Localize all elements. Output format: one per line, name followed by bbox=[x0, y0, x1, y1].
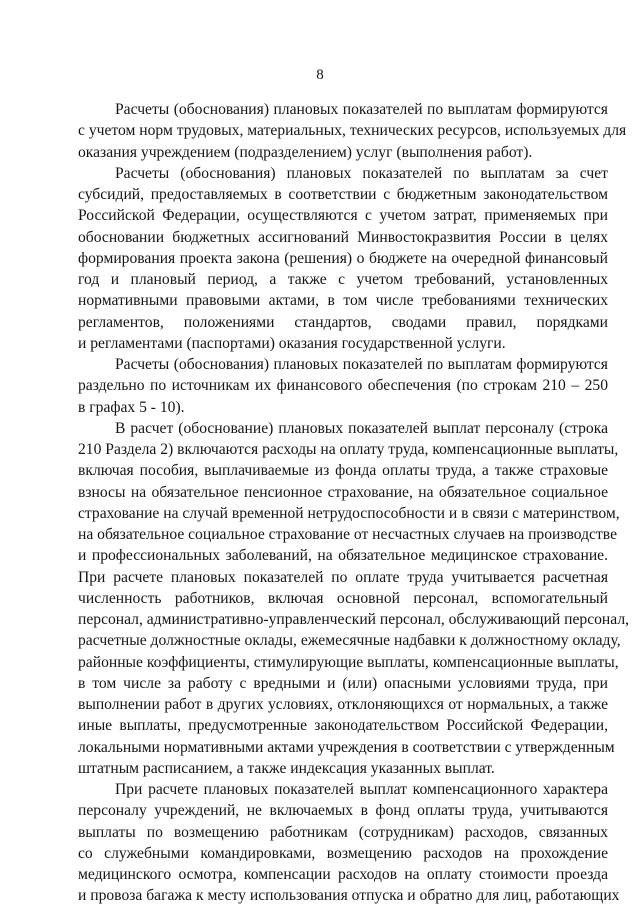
text-line: 210 Раздела 2) включаются расходы на оплату труда, компенсационные выплаты, bbox=[78, 441, 619, 458]
text-line: раздельно по источникам их финансового обеспечения (по строкам 210 – 250 bbox=[78, 377, 608, 395]
text-line: со служебными командировками, возмещению расходов на прохождение bbox=[78, 844, 608, 862]
paragraph bbox=[78, 163, 608, 354]
text-line: регламентов, положениями стандартов, сводами правил, порядками bbox=[78, 313, 608, 331]
text-line: страхование на случай временной нетрудоспособности и в связи с материнством, bbox=[78, 504, 620, 522]
text-line: на обязательное социальное страхование от несчастных случаев на производстве bbox=[78, 526, 617, 543]
text-line: взносы на обязательное пенсионное страхование, на обязательное социальное bbox=[78, 483, 608, 501]
text-line: персоналу учреждений, не включаемых в фонд оплаты труда, учитываются bbox=[78, 802, 608, 820]
text-line: обосновании бюджетных ассигнований Минвостокразвития России в целях bbox=[78, 228, 608, 246]
text-line: медицинского осмотра, компенсации расходов на оплату стоимости проезда bbox=[78, 866, 608, 883]
text-line: субсидий, предоставляемых в соответствии с бюджетным законодательством bbox=[78, 186, 608, 203]
paragraph bbox=[78, 99, 627, 163]
text-line: включая пособия, выплачиваемые из фонда оплаты труда, а также страховые bbox=[78, 462, 608, 480]
text-line: численность работников, включая основной персонал, вспомогательный bbox=[78, 589, 608, 607]
text-line: При расчете плановых показателей по оплате труда учитывается расчетная bbox=[78, 568, 608, 586]
document-body bbox=[78, 99, 630, 907]
paragraph bbox=[78, 779, 620, 907]
text-line: выполнении работ в других условиях, отклоняющихся от нормальных, а также bbox=[78, 696, 608, 713]
paragraph bbox=[78, 354, 608, 418]
text-line: и провоза багажа к месту использования отпуска и обратно для лиц, работающих bbox=[78, 887, 620, 905]
text-line: Расчеты (обоснования) плановых показателей по выплатам формируются bbox=[115, 101, 608, 118]
text-line: выплаты по возмещению работникам (сотрудникам) расходов, связанных bbox=[78, 823, 608, 841]
text-line: штатным расписанием, а также индексация указанных выплат. bbox=[78, 759, 495, 777]
page-number: 8 bbox=[316, 67, 324, 83]
text-line: и профессиональных заболеваний, на обязательное медицинское страхование. bbox=[78, 547, 608, 565]
text-line: год и плановый период, а также с учетом требований, установленных bbox=[78, 271, 608, 288]
text-line: Расчеты (обоснования) плановых показателей по выплатам формируются bbox=[115, 356, 608, 373]
text-line: нормативными правовыми актами, в том числе требованиями технических bbox=[78, 292, 608, 310]
text-line: расчетные должностные оклады, ежемесячные надбавки к должностному окладу, bbox=[78, 632, 621, 650]
text-line: районные коэффициенты, стимулирующие выплаты, компенсационные выплаты, bbox=[78, 653, 619, 671]
text-line: формирования проекта закона (решения) о бюджете на очередной финансовый bbox=[78, 249, 608, 267]
text-line: В расчет (обоснование) плановых показателей выплат персоналу (строка bbox=[115, 419, 608, 437]
text-line: иные выплаты, предусмотренные законодательством Российской Федерации, bbox=[78, 717, 608, 735]
text-line: с учетом норм трудовых, материальных, технических ресурсов, используемых для bbox=[78, 122, 627, 140]
text-line: в том числе за работу с вредными и (или) опасными условиями труда, при bbox=[78, 674, 608, 692]
text-line: и регламентами (паспортами) оказания государственной услуги. bbox=[78, 334, 506, 352]
text-line: в графах 5 - 10). bbox=[78, 398, 185, 416]
text-line: локальными нормативными актами учреждения в соответствии с утвержденным bbox=[78, 738, 615, 756]
text-line: оказания учреждением (подразделением) услуг (выполнения работ). bbox=[78, 143, 533, 161]
text-line: персонал, административно-управленческий персонал, обслуживающий персонал, bbox=[78, 611, 630, 628]
text-line: При расчете плановых показателей выплат компенсационного характера bbox=[115, 781, 608, 798]
paragraph bbox=[78, 418, 630, 779]
text-line: Российской Федерации, осуществляются с учетом затрат, применяемых при bbox=[78, 207, 608, 225]
text-line: Расчеты (обоснования) плановых показателей по выплатам за счет bbox=[115, 164, 608, 182]
